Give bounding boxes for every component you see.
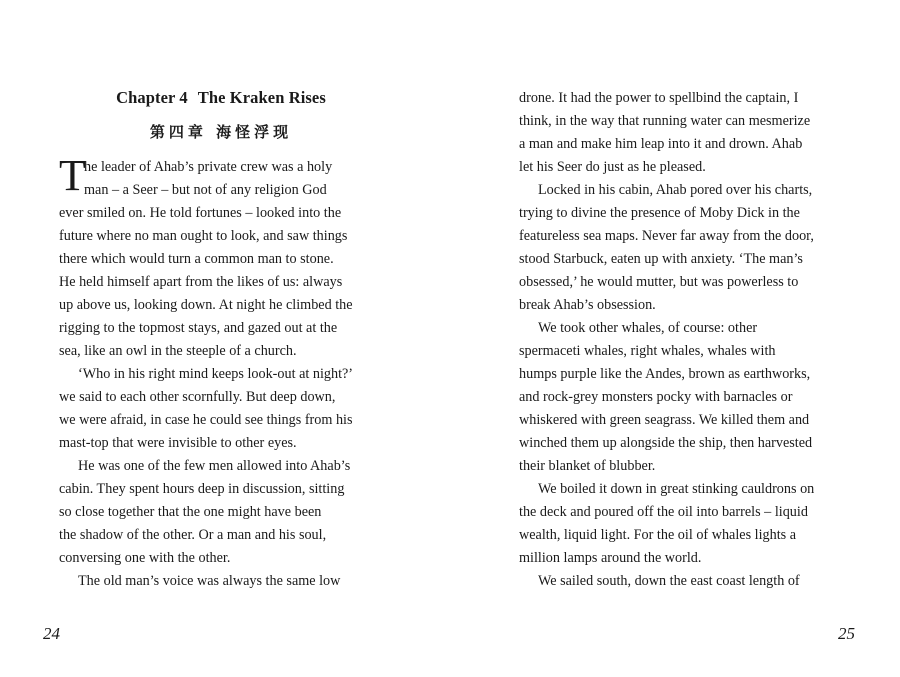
text-line: featureless sea maps. Never far away from the door, [519, 228, 814, 244]
text-line: trying to divine the presence of Moby Dick in the [519, 205, 800, 221]
text-line: million lamps around the world. [519, 550, 702, 566]
text-line: spermaceti whales, right whales, whales with [519, 343, 776, 359]
text-line: He was one of the few men allowed into Ahab’s [78, 458, 351, 474]
text-line: whiskered with green seagrass. We killed them and [519, 412, 810, 428]
drop-cap: T [59, 151, 86, 200]
text-line: we were afraid, in case he could see things from his [59, 412, 353, 428]
text-line: Locked in his cabin, Ahab pored over his charts, [538, 182, 813, 198]
text-line: future where no man ought to look, and saw things [59, 228, 348, 244]
text-line: wealth, liquid light. For the oil of whales lights a [519, 527, 797, 543]
text-line: let his Seer do just as he pleased. [519, 159, 706, 175]
text-line: there which would turn a common man to stone. [59, 251, 334, 267]
text-line: cabin. They spent hours deep in discussion, sitting [59, 481, 345, 497]
text-line: He held himself apart from the likes of us: always [59, 274, 343, 290]
text-line: mast-top that were invisible to other eyes. [59, 435, 297, 451]
text-line: We took other whales, of course: other [538, 320, 758, 336]
page-number-right: 25 [838, 624, 855, 643]
text-line: drone. It had the power to spellbind the captain, I [519, 90, 799, 106]
text-line: man – a Seer – but not of any religion God [84, 182, 327, 198]
text-line: the deck and poured off the oil into barrels – liquid [519, 504, 808, 520]
text-line: so close together that the one might have been [59, 504, 322, 520]
text-line: obsessed,’ he would mutter, but was powerless to [519, 274, 799, 290]
text-line: the shadow of the other. Or a man and his soul, [59, 527, 327, 543]
text-line: The old man’s voice was always the same low [78, 573, 341, 589]
text-line: and rock-grey monsters pocky with barnacles or [519, 389, 793, 405]
text-line: rigging to the topmost stays, and gazed out at the [59, 320, 338, 336]
text-line: conversing one with the other. [59, 550, 231, 566]
chapter-chinese-title: 第四章 海怪浮现 [149, 123, 293, 141]
text-line: We boiled it down in great stinking cauldrons on [538, 481, 815, 497]
chapter-title: The Kraken Rises [197, 88, 326, 107]
text-line: We sailed south, down the east coast length of [538, 573, 800, 589]
text-line: we said to each other scornfully. But deep down, [59, 389, 336, 405]
text-line: ‘Who in his right mind keeps look-out at night?’ [78, 366, 354, 382]
text-line: their blanket of blubber. [519, 458, 656, 474]
left-page [59, 0, 379, 677]
chapter-heading [59, 88, 383, 108]
page-number-left: 24 [43, 624, 60, 643]
text-line: up above us, looking down. At night he climbed the [59, 297, 353, 313]
text-line: think, in the way that running water can mesmerize [519, 113, 811, 129]
text-line: winched them up alongside the ship, then harvested [519, 435, 813, 451]
text-line: ever smiled on. He told fortunes – looked into the [59, 205, 342, 221]
text-line: he leader of Ahab’s private crew was a holy [84, 159, 333, 175]
chapter-number: Chapter 4 [116, 88, 188, 107]
text-line: a man and make him leap into it and drown. Ahab [519, 136, 803, 152]
text-line: sea, like an owl in the steeple of a church. [59, 343, 297, 359]
text-line: humps purple like the Andes, brown as earthworks, [519, 366, 811, 382]
text-line: stood Starbuck, eaten up with anxiety. ‘The man’s [519, 251, 803, 267]
right-page [519, 0, 839, 677]
text-line: break Ahab’s obsession. [519, 297, 656, 313]
